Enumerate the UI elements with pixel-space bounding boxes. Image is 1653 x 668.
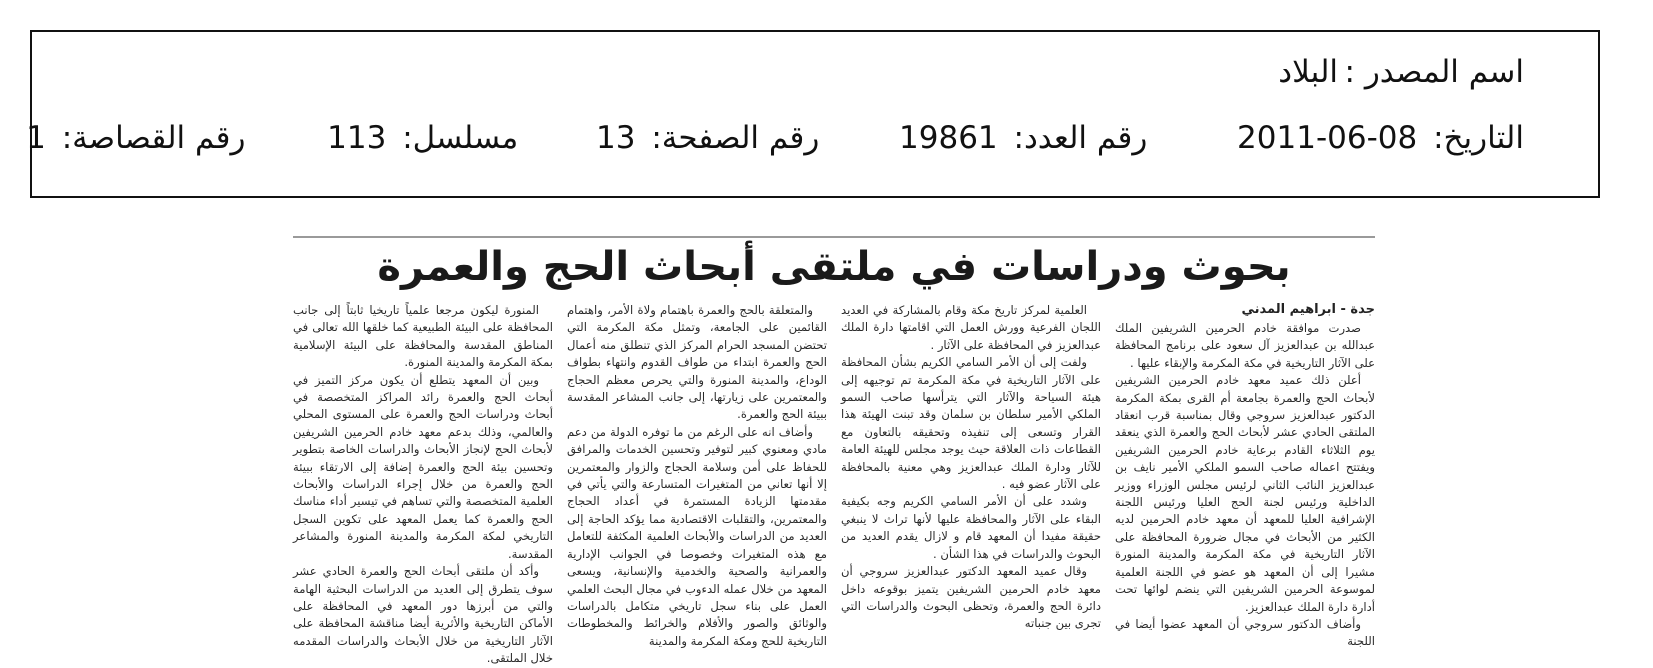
metadata-box bbox=[26, 30, 1600, 198]
top-rule bbox=[293, 236, 1375, 238]
date-value: 2011-06-08 bbox=[1237, 120, 1418, 156]
article-headline: بحوث ودراسات في ملتقى أبحاث الحج والعمرة bbox=[377, 244, 1291, 290]
clip-value: 1 bbox=[26, 120, 46, 156]
paragraph: المنورة ليكون مرجعا علمياً تاريخيا ثابتاً إلى جانب المحافظة على البيئة الطبيعية كما خلقها الله تعالى في المناطق المقدسة والمحافظة على البيئة الإسلامية بمكة المكرمة والمدينة المنورة. bbox=[293, 303, 553, 370]
serial-label: مسلسل: bbox=[402, 120, 519, 156]
article-columns bbox=[293, 302, 1375, 666]
source-value: البلاد bbox=[1278, 54, 1338, 90]
article-column-2 bbox=[841, 302, 1101, 631]
paragraph: وأضاف انه على الرغم من ما توفره الدولة من دعم مادي ومعنوي كبير لتوفير وتحسين الخدمات والمرافق للحفاظ على أمن وسلامة الحجاج والزوار والمعتمرين إلا أنها تعاني من المتغيرات المتسارعة والتي يأتي في مقدمتها الزيادة المستمرة في أعداد الحجاج والمعتمرين، والتقلبات الاقتصادية مما يؤكد الحاجة إلى العديد من الدراسات والأبحاث العلمية المكثفة للتعامل مع هذه المتغيرات وخصوصا في الجوانب الإدارية والعمرانية والصحية والخدمية والإنسانية، ويسعى المعهد من خلال عمله الدءوب في مجال البحث العلمي العمل على بناء سجل تاريخي متكامل بالدراسات والوثائق والصور والأفلام والخرائط والمخطوطات التاريخية للحج ومكة المكرمة والمدينة bbox=[567, 424, 827, 648]
paragraph: أعلن ذلك عميد معهد خادم الحرمين الشريفين لأبحاث الحج والعمرة بجامعة أم القرى بمكة المكرمة الدكتور عبدالعزيز سروجي وقال بمناسبة قرب انعقاد الملتقى الحادي عشر لأبحاث الحج والعمرة الذي ينعقد يوم الثلاثاء القادم برعاية خادم الحرمين الشريفين ويفتتح اعماله صاحب السمو الملكي الأمير نايف بن عبدالعزيز النائب الثاني لرئيس مجلس الوزراء ووزير الداخلية ورئيس لجنة الحج العليا ورئيس اللجنة الإشرافية العليا للمعهد أن معهد خادم الحرمين لديه الكثير من الأبحاث في مجال ضرورة المحافظة على الآثار التاريخية في مكة المكرمة والمدينة المنورة مشيرا إلى أن المعهد هو عضو في اللجنة العلمية لموسوعة الحرمين الشريفين التي ينضم لوائها تحت أدارة دارة الملك عبدالعزيز. bbox=[1115, 373, 1375, 614]
paragraph: وشدد على أن الأمر السامي الكريم وجه بكيفية البقاء على الآثار والمحافظة عليها لأنها تراث لا ينبغي حقيقة مفيدا أن المعهد قام و لازال يقدم العديد من البحوث والدراسات في هذا الشأن . bbox=[841, 494, 1101, 561]
article-column-1 bbox=[1115, 302, 1375, 649]
clip-label: رقم القصاصة: bbox=[61, 120, 246, 156]
issue-label: رقم العدد: bbox=[1013, 120, 1148, 156]
serial-value: 113 bbox=[327, 120, 387, 156]
paragraph: العلمية لمركز تاريخ مكة وقام بالمشاركة في العديد اللجان الفرعية وورش العمل التي اقامتها دارة الملك عبدالعزيز في المحافظة على الآثار . bbox=[841, 303, 1101, 352]
article-byline: جدة - ابراهيم المدني bbox=[1241, 302, 1375, 317]
paragraph: صدرت موافقة خادم الحرمين الشريفين الملك عبدالله بن عبدالعزيز آل سعود على برنامج المحافظة على الآثار التاريخية في مكة المكرمة والإبقاء عليها . bbox=[1115, 321, 1375, 370]
article-column-3 bbox=[567, 302, 827, 648]
article-column-4 bbox=[293, 302, 553, 666]
paragraph: والمتعلقة بالحج والعمرة باهتمام ولاة الأمر، واهتمام القائمين على الجامعة، وتمثل مكة المكرمة التي تحتضن المسجد الحرام المركز الذي تنطلق منه أعمال الحج والعمرة ابتداء من طواف القدوم وانتهاء بطواف الوداع، والمدينة المنورة والتي يحرص معظم الحجاج والمعتمرين على زيارتها، إلى جانب المشاعر المقدسة ببيئة الحج والعمرة. bbox=[567, 303, 827, 422]
source-row bbox=[1278, 54, 1524, 90]
paragraph: وأضاف الدكتور سروجي أن المعهد عضوا أيضا في اللجنة bbox=[1115, 616, 1375, 649]
paragraph: وقال عميد المعهد الدكتور عبدالعزيز سروجي أن معهد خادم الحرمين الشريفين يتميز بوقوعه داخل دائرة الحج والعمرة، وتحظى البحوث والدراسات التي تجرى بين جنباته bbox=[841, 564, 1101, 631]
source-label: اسم المصدر : bbox=[1344, 54, 1524, 90]
page-label: رقم الصفحة: bbox=[651, 120, 820, 156]
details-row bbox=[26, 120, 1524, 156]
paragraph: وأكد أن ملتقى أبحاث الحج والعمرة الحادي عشر سوف يتطرق إلى العديد من الدراسات البحثية الهامة والتي من أبرزها دور المعهد في المحافظة على الأماكن التاريخية والأثرية أيضا مناقشة المحافظة على الآثار التاريخية من خلال الأبحاث والدراسات المقدمه خلال الملتقى. bbox=[293, 564, 553, 666]
date-label: التاريخ: bbox=[1433, 120, 1524, 156]
newspaper-clipping bbox=[293, 236, 1375, 666]
page-value: 13 bbox=[596, 120, 636, 156]
paragraph: وبين أن المعهد يتطلع أن يكون مركز التميز في أبحاث الحج والعمرة رائد المراكز المتخصصة في أبحاث ودراسات الحج والعمرة على المستوى المحلي والعالمي، وذلك بدعم معهد خادم الحرمين الشريفين لأبحاث الحج لإنجاز الأبحاث والدراسات الخاصة بتطوير وتحسين بيئة الحج والعمرة إضافة إلى الارتقاء ببيئة الحج والعمرة من خلال إجراء الدراسات والأبحاث العلمية المتخصصة والتي تساهم في تيسير أداء مناسك الحج والعمرة كما يعمل المعهد على تكوين السجل التاريخي لمكة المكرمة والمدينة المنورة والمشاعر المقدسة. bbox=[293, 372, 553, 561]
issue-value: 19861 bbox=[899, 120, 998, 156]
paragraph: ولفت إلى أن الأمر السامي الكريم بشأن المحافظة على الآثار التاريخية في مكة المكرمة تم توجيهه إلى هيئة السياحة والآثار التي يترأسها صاحب السمو الملكي الأمير سلطان بن سلمان وقد تبنت الهيئة هذا القرار وتسعى إلى تنفيذه وتحقيقه بالتعاون مع القطاعات ذات العلاقة حيث يوجد مجلس للهيئة العامة للآثار ودارة الملك عبدالعزيز وهي معنية بالمحافظة على الآثار عضو فيه . bbox=[841, 355, 1101, 492]
